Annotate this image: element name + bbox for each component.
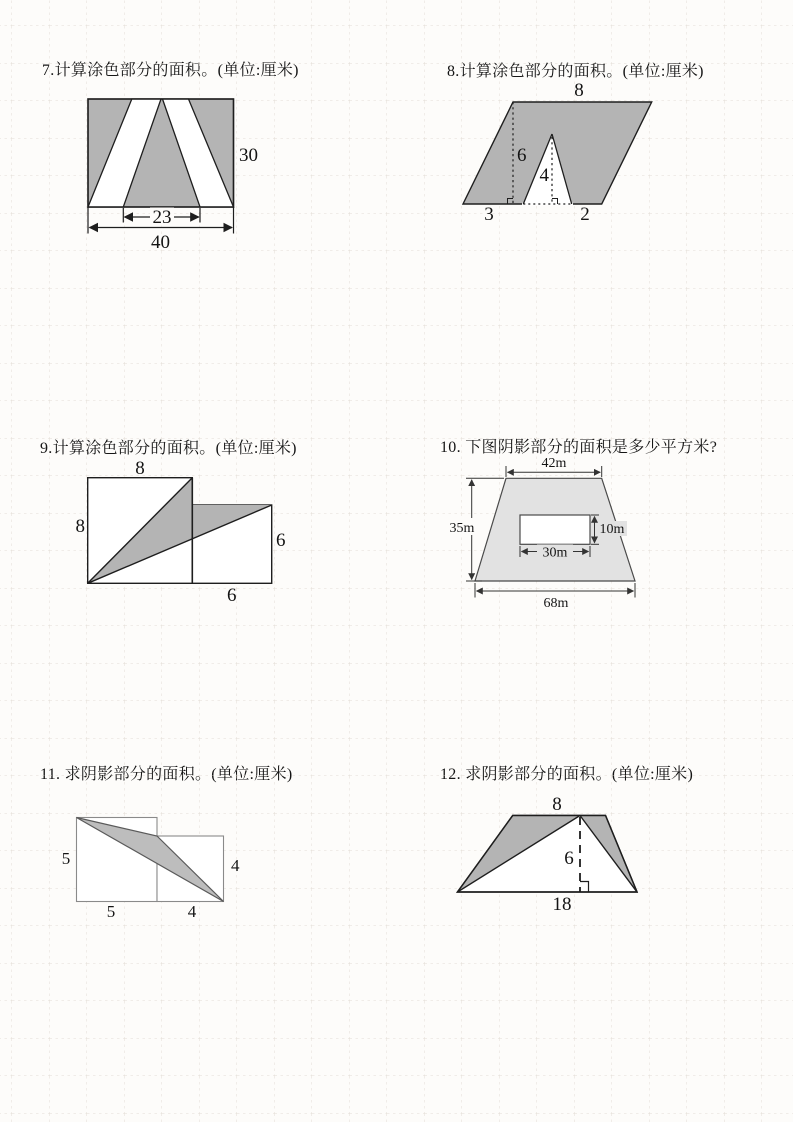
p9-right-label: 6 bbox=[276, 530, 286, 551]
p12-top-label: 8 bbox=[552, 794, 562, 815]
p9-left-label: 8 bbox=[75, 516, 85, 537]
p10-rect-height-label: 10m bbox=[599, 522, 625, 537]
p11-right-label: 4 bbox=[231, 856, 240, 875]
p8-left-label: 3 bbox=[484, 204, 494, 225]
p7-height-label: 30 bbox=[239, 145, 258, 166]
p9-bottom-label: 6 bbox=[226, 585, 237, 606]
p10-left-label: 35m bbox=[449, 521, 475, 536]
p11-bottom-right-label: 4 bbox=[187, 902, 197, 921]
p12-bottom-label: 18 bbox=[552, 894, 572, 915]
p9-top-label: 8 bbox=[135, 458, 145, 479]
p8-top-label: 8 bbox=[574, 80, 584, 101]
p8-right-label: 2 bbox=[580, 204, 590, 225]
p10-top-label: 42m bbox=[541, 456, 567, 471]
p10-white-rectangle-hole bbox=[520, 515, 590, 544]
p7-base-label: 40 bbox=[151, 232, 170, 253]
p8-height-label: 6 bbox=[517, 145, 527, 166]
p12-height-label: 6 bbox=[564, 848, 574, 869]
p10-bottom-label: 68m bbox=[543, 596, 569, 611]
p10-rect-width-label: 30m bbox=[542, 545, 568, 561]
p11-bottom-left-label: 5 bbox=[106, 902, 116, 921]
p11-left-label: 5 bbox=[61, 849, 71, 868]
p7-inner-width-label: 23 bbox=[152, 207, 172, 228]
p8-tri-height-label: 4 bbox=[539, 165, 549, 186]
